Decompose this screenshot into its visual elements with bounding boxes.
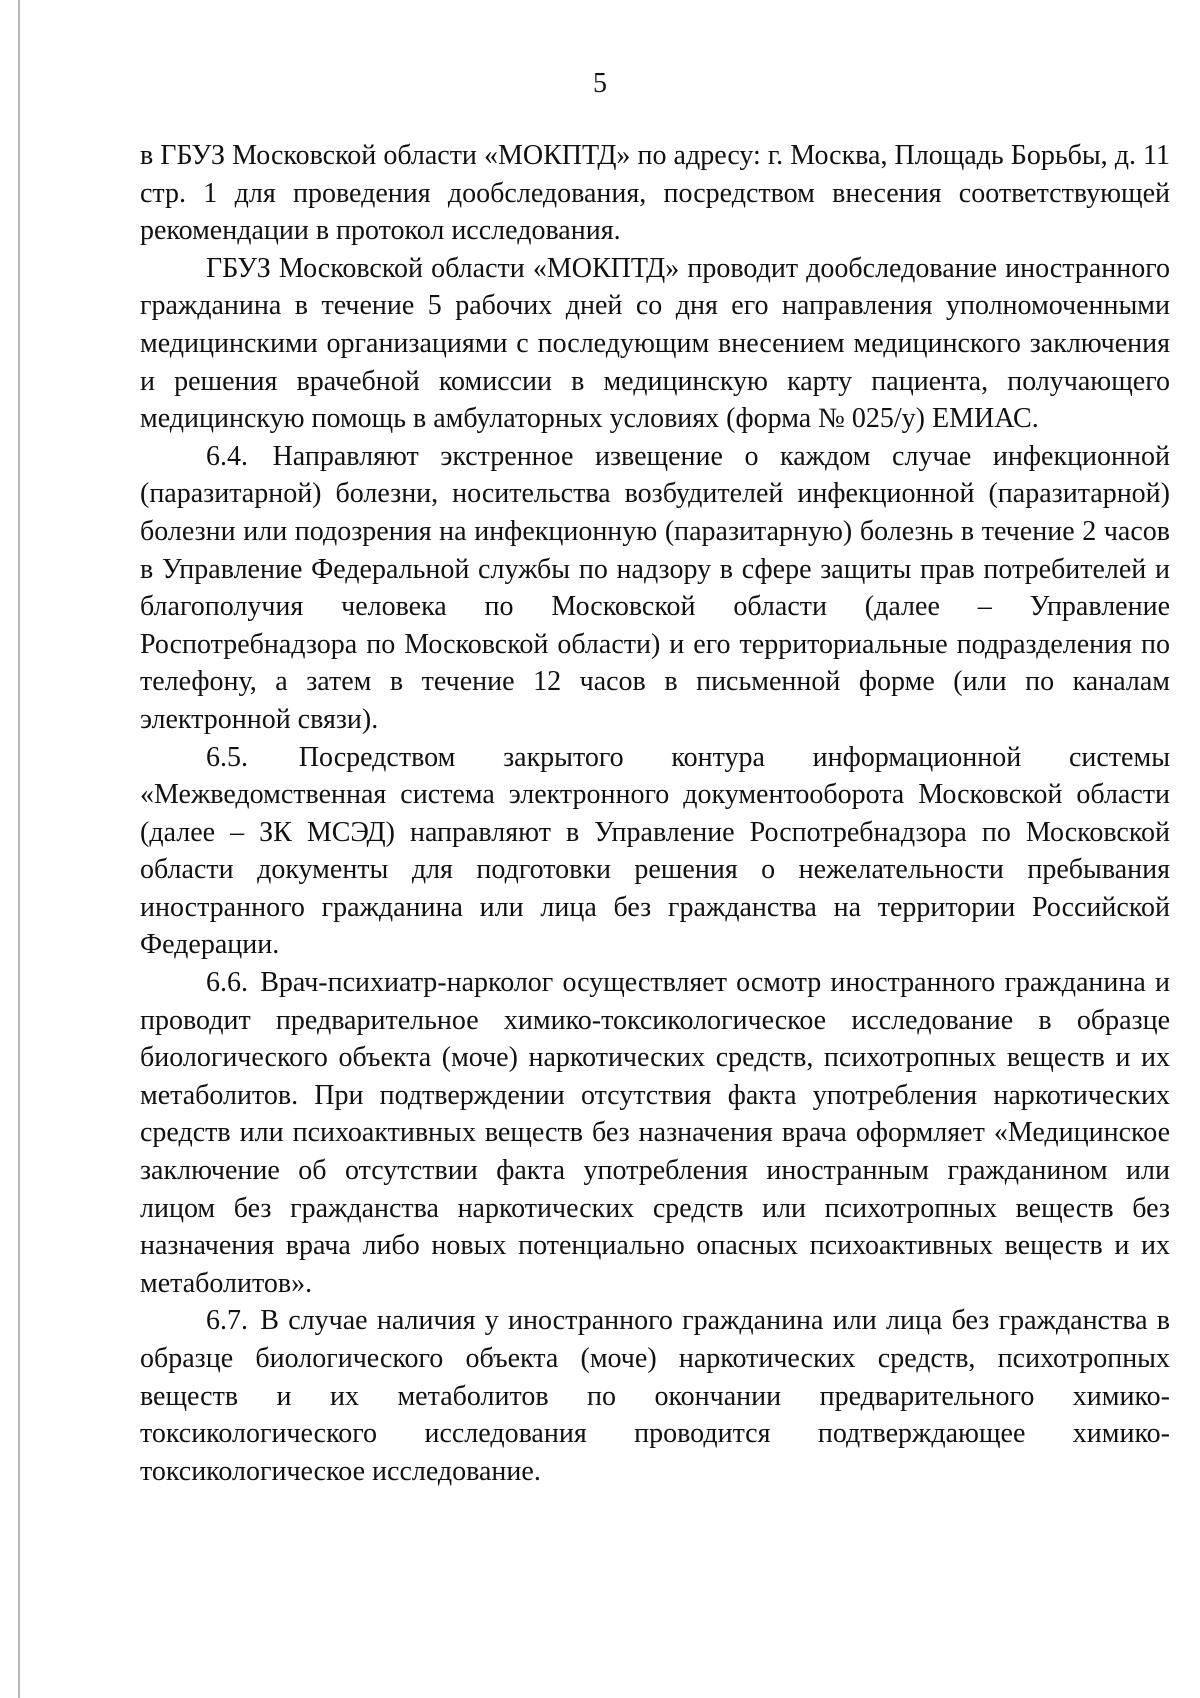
paragraph-text: Посредством закрытого контура информационной системы «Межведомственная система электронного документооборота Московской области (далее – ЗК МСЭД) направляют в Управление Роспотребнадзора по Московской области документы для подготовки решения о нежелательности пребывания иностранного гражданина или лица без гражданства на территории Российской Федерации. [140,741,1171,961]
paragraph-number: 6.7. [206,1305,248,1337]
paragraph-number: 6.6. [206,967,248,999]
paragraph-6-7 [140,1302,1170,1490]
paragraph-6-4 [140,438,1170,739]
paragraph-number: 6.5. [206,741,248,773]
paragraph-text: Направляют экстренное извещение о каждом случае инфекционной (паразитарной) болезни, носительства возбудителей инфекционной (паразитарной) болезни или подозрения на инфекционную (паразитарную) болезнь в течение 2 часов в Управление Федеральной службы по надзору в сфере защиты прав потребителей и благополучия человека по Московской области (далее – Управление Роспотребнадзора по Московской области) и его территориальные подразделения по телефону, а затем в течение 12 часов в письменной форме (или по каналам электронной связи). [140,440,1170,735]
paragraph-text: В случае наличия у иностранного гражданина или лица без гражданства в образце биологического объекта (моче) наркотических средств, психотропных веществ и их метаболитов по окончании предварительного химико-токсикологического исследования проводится подтверждающее химико-токсикологическое исследование. [140,1305,1171,1487]
paragraph-gbuz-followup [140,250,1170,438]
paragraph-text: в ГБУЗ Московской области «МОКПТД» по адресу: г. Москва, Площадь Борьбы, д. 11 стр. 1 для проведения дообследования, посредством внесения соответствующей рекомендации в протокол исследования. [140,140,1170,247]
scan-left-edge [18,0,20,1698]
paragraph-number: 6.4. [206,440,248,472]
paragraph-6-6 [140,964,1170,1302]
paragraph-text: Врач-психиатр-нарколог осуществляет осмотр иностранного гражданина и проводит предварительное химико-токсикологическое исследование в образце биологического объекта (моче) наркотических средств, психотропных веществ и их метаболитов. При подтверждении отсутствия факта употребления наркотических средств или психоактивных веществ без назначения врача оформляет «Медицинское заключение об отсутствии факта употребления иностранным гражданином или лицом без гражданства наркотических средств или психотропных веществ без назначения врача либо новых потенциально опасных психоактивных веществ и их метаболитов». [140,967,1171,1299]
paragraph-text: ГБУЗ Московской области «МОКПТД» проводит дообследование иностранного гражданина в течение 5 рабочих дней со дня его направления уполномоченными медицинскими организациями с последующим внесением медицинского заключения и решения врачебной комиссии в медицинскую карту пациента, получающего медицинскую помощь в амбулаторных условиях (форма № 025/у) ЕМИАС. [140,252,1170,435]
paragraph-continuation [140,137,1170,250]
paragraph-6-5 [140,739,1170,965]
document-body [140,137,1170,1490]
page-number: 5 [593,68,607,99]
